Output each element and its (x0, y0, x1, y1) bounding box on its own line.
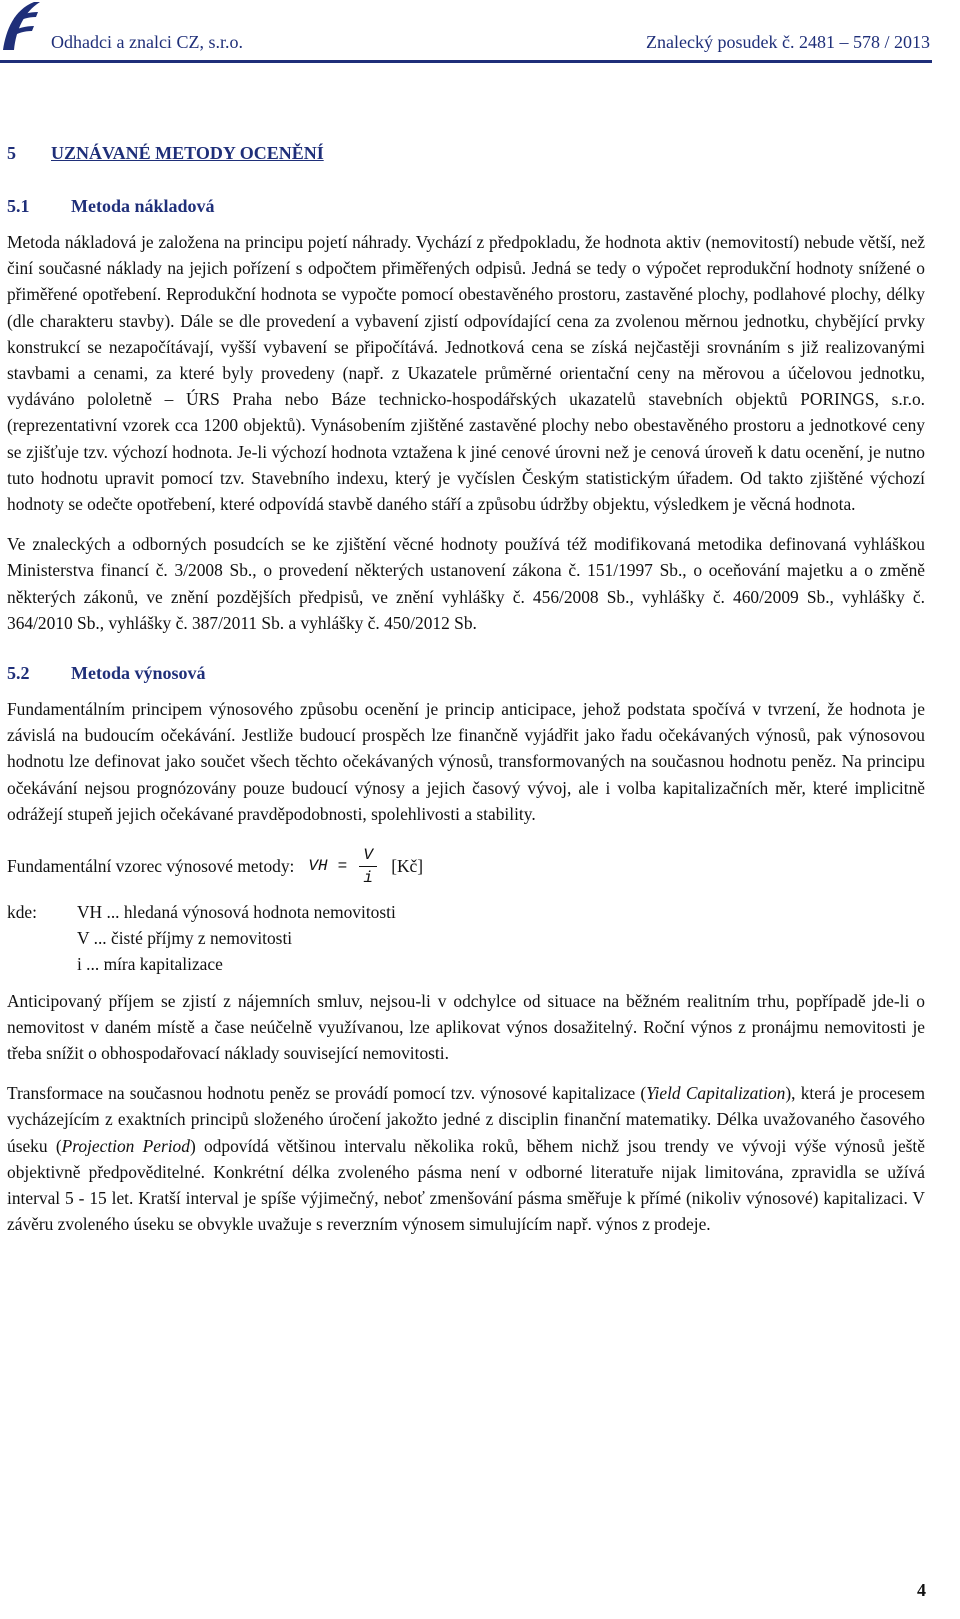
paragraph-cost-method: Metoda nákladová je založena na principu pojetí náhrady. Vychází z předpokladu, že hodnota aktiv (nemovitostí) nebude větší, než činí současné náklady na jejich pořízení s odpočtem přiměřených odpisů. Jedná se tedy o výpočet reprodukční hodnoty snížené o přiměřené opotřebení. Reprodukční hodnota se vypočte pomocí obestavěného prostoru, zastavěné plochy, podlahové plochy, délky (dle charakteru stavby). Dále se dle provedení a vybavení zjistí odpovídající cena za zvolenou měrnou jednotku, chybějící prvky konstrukcí se nezapočítávají, vyšší vybavení se připočítává. Jednotková cena se získá nejčastěji srovnáním s již realizovanými stavbami a cenami, za které byly provedeny (např. z Ukazatele průměrné orientační ceny na měrovou a účelovou jednotku, vydáváno pololetně – ÚRS Praha nebo Báze technicko-hospodářských ukazatelů stavebních objektů PORINGS, s.r.o. (reprezentativní vzorek cca 1200 objektů). Vynásobením zjištěné zastavěné plochy nebo obestavěného prostoru a jednotkové ceny se zjišťuje tzv. výchozí hodnota. Je-li výchozí hodnota vztažena k jiné cenové úrovni než je cenová úroveň k datu ocenění, je nutno tuto hodnotu upravit pomocí tzv. Stavebního indexu, který je vyčíslen Českým statistickým úřadem. Od takto zjištěné výchozí hodnoty se odečte opotřebení, které odpovídá stavbě daného stáří a způsobu údržby objektu, výsledkem je věcná hodnota. (7, 232, 925, 515)
page-number: 4 (917, 1580, 926, 1600)
formula-fraction (359, 845, 377, 888)
formula-denominator: i (363, 868, 373, 887)
legend-item: VH ... hledaná výnosová hodnota nemovitosti (77, 902, 396, 923)
legend-label: kde: (7, 902, 37, 923)
section-heading-5-1 (7, 193, 925, 219)
formula-lhs: VH (308, 856, 328, 875)
formula-label: Fundamentální vzorec výnosové metody: (7, 855, 295, 876)
text-run: ), která je procesem vycházejícím z exaktních principů složeného úročení jakožto jedné z disciplin finanční matematiky. Délka uvažovaného časového úseku ( (7, 1083, 926, 1156)
formula-equals: = (337, 856, 348, 875)
italic-term: Projection Period (61, 1135, 190, 1156)
text-run: Transformace na současnou hodnotu peněz se provádí pomocí tzv. výnosové kapitalizace ( (7, 1083, 647, 1104)
header-divider (0, 60, 932, 63)
section-number: 5.1 (7, 196, 30, 216)
formula-expression (308, 845, 377, 888)
fraction-bar (359, 866, 377, 867)
section-title: Metoda výnosová (71, 663, 206, 684)
section-heading-5-2 (7, 660, 925, 686)
paragraph-income-principle: Fundamentálním principem výnosového způsobu ocenění je princip anticipace, jehož podstata spočívá v tvrzení, že hodnota je závislá na budoucím očekávání. Jestliže budoucí prospěch lze finančně vyjádřit jako řadu očekávaných výnosů, pak výnosovou hodnotu lze definovat jako součet všech těchto očekávaných výnosů, transformovaných na současnou hodnotu peněz. Na principu očekávání nejsou prognózovány pouze budoucí výnosy a jejich časový vývoj, ale i volba kapitalizačních měr, které implicitně odrážejí stupeň jejich očekávané pravděpodobnosti, spolehlivosti a stability. (7, 699, 925, 824)
header-company: Odhadci a znalci CZ, s.r.o. (51, 32, 243, 52)
legend-item: V ... čisté příjmy z nemovitosti (77, 928, 293, 949)
document-body (7, 140, 925, 1238)
company-logo-icon (0, 0, 42, 52)
paragraph-capitalization (7, 1080, 925, 1237)
header-report-id: Znalecký posudek č. 2481 – 578 / 2013 (646, 32, 930, 52)
section-title: Metoda nákladová (71, 196, 215, 216)
section-number: 5.2 (7, 663, 30, 684)
section-heading-5 (7, 140, 925, 166)
text-run: ) odpovídá většinou intervalu několika roků, během nichž jsou trendy ve vývoji výše výnosů ještě objektivně předpověditelné. Konkrétní délka zvoleného pásma není v odborné literatuře nijak limitována, zpravidla se užívá interval 5 - 15 let. Kratší interval je spíše výjimečný, neboť zmenšování pásma směřuje k přímé (nikoliv výnosové) kapitalizaci. V závěru zvoleného úseku se obvykle uvažuje s reverzním výnosem simulujícím např. výnos z prodeje. (7, 1135, 925, 1235)
section-title: UZNÁVANÉ METODY OCENĚNÍ (51, 143, 324, 163)
formula-numerator: V (363, 845, 373, 864)
legend-item: i ... míra kapitalizace (77, 954, 223, 975)
income-formula (7, 841, 925, 891)
paragraph-anticipated-income: Anticipovaný příjem se zjistí z nájemních smluv, nejsou-li v odchylce od situace na běžném realitním trhu, popřípadě jde-li o nemovitost v daném místě a čase neúčelně využívanou, lze aplikovat výnos dosažitelný. Roční výnos z pronájmu nemovitosti je třeba snížit o obhospodařovací náklady související nemovitosti. (7, 990, 925, 1064)
paragraph-regulation: Ve znaleckých a odborných posudcích se ke zjištění věcné hodnoty používá též modifikovaná metodika definovaná vyhláškou Ministerstva financí č. 3/2008 Sb., o provedení některých ustanovení zákona č. 151/1997 Sb., o oceňování majetku a o změně některých zákonů, ve znění pozdějších předpisů, ve znění vyhlášky č. 456/2008 Sb., vyhlášky č. 460/2009 Sb., vyhlášky č. 364/2010 Sb., vyhlášky č. 387/2011 Sb. a vyhlášky č. 450/2012 Sb. (7, 534, 925, 633)
formula-unit: [Kč] (391, 855, 424, 876)
italic-term: Yield Capitalization (646, 1083, 786, 1104)
formula-legend (7, 899, 925, 978)
section-number: 5 (7, 143, 16, 163)
page-header (0, 0, 960, 60)
